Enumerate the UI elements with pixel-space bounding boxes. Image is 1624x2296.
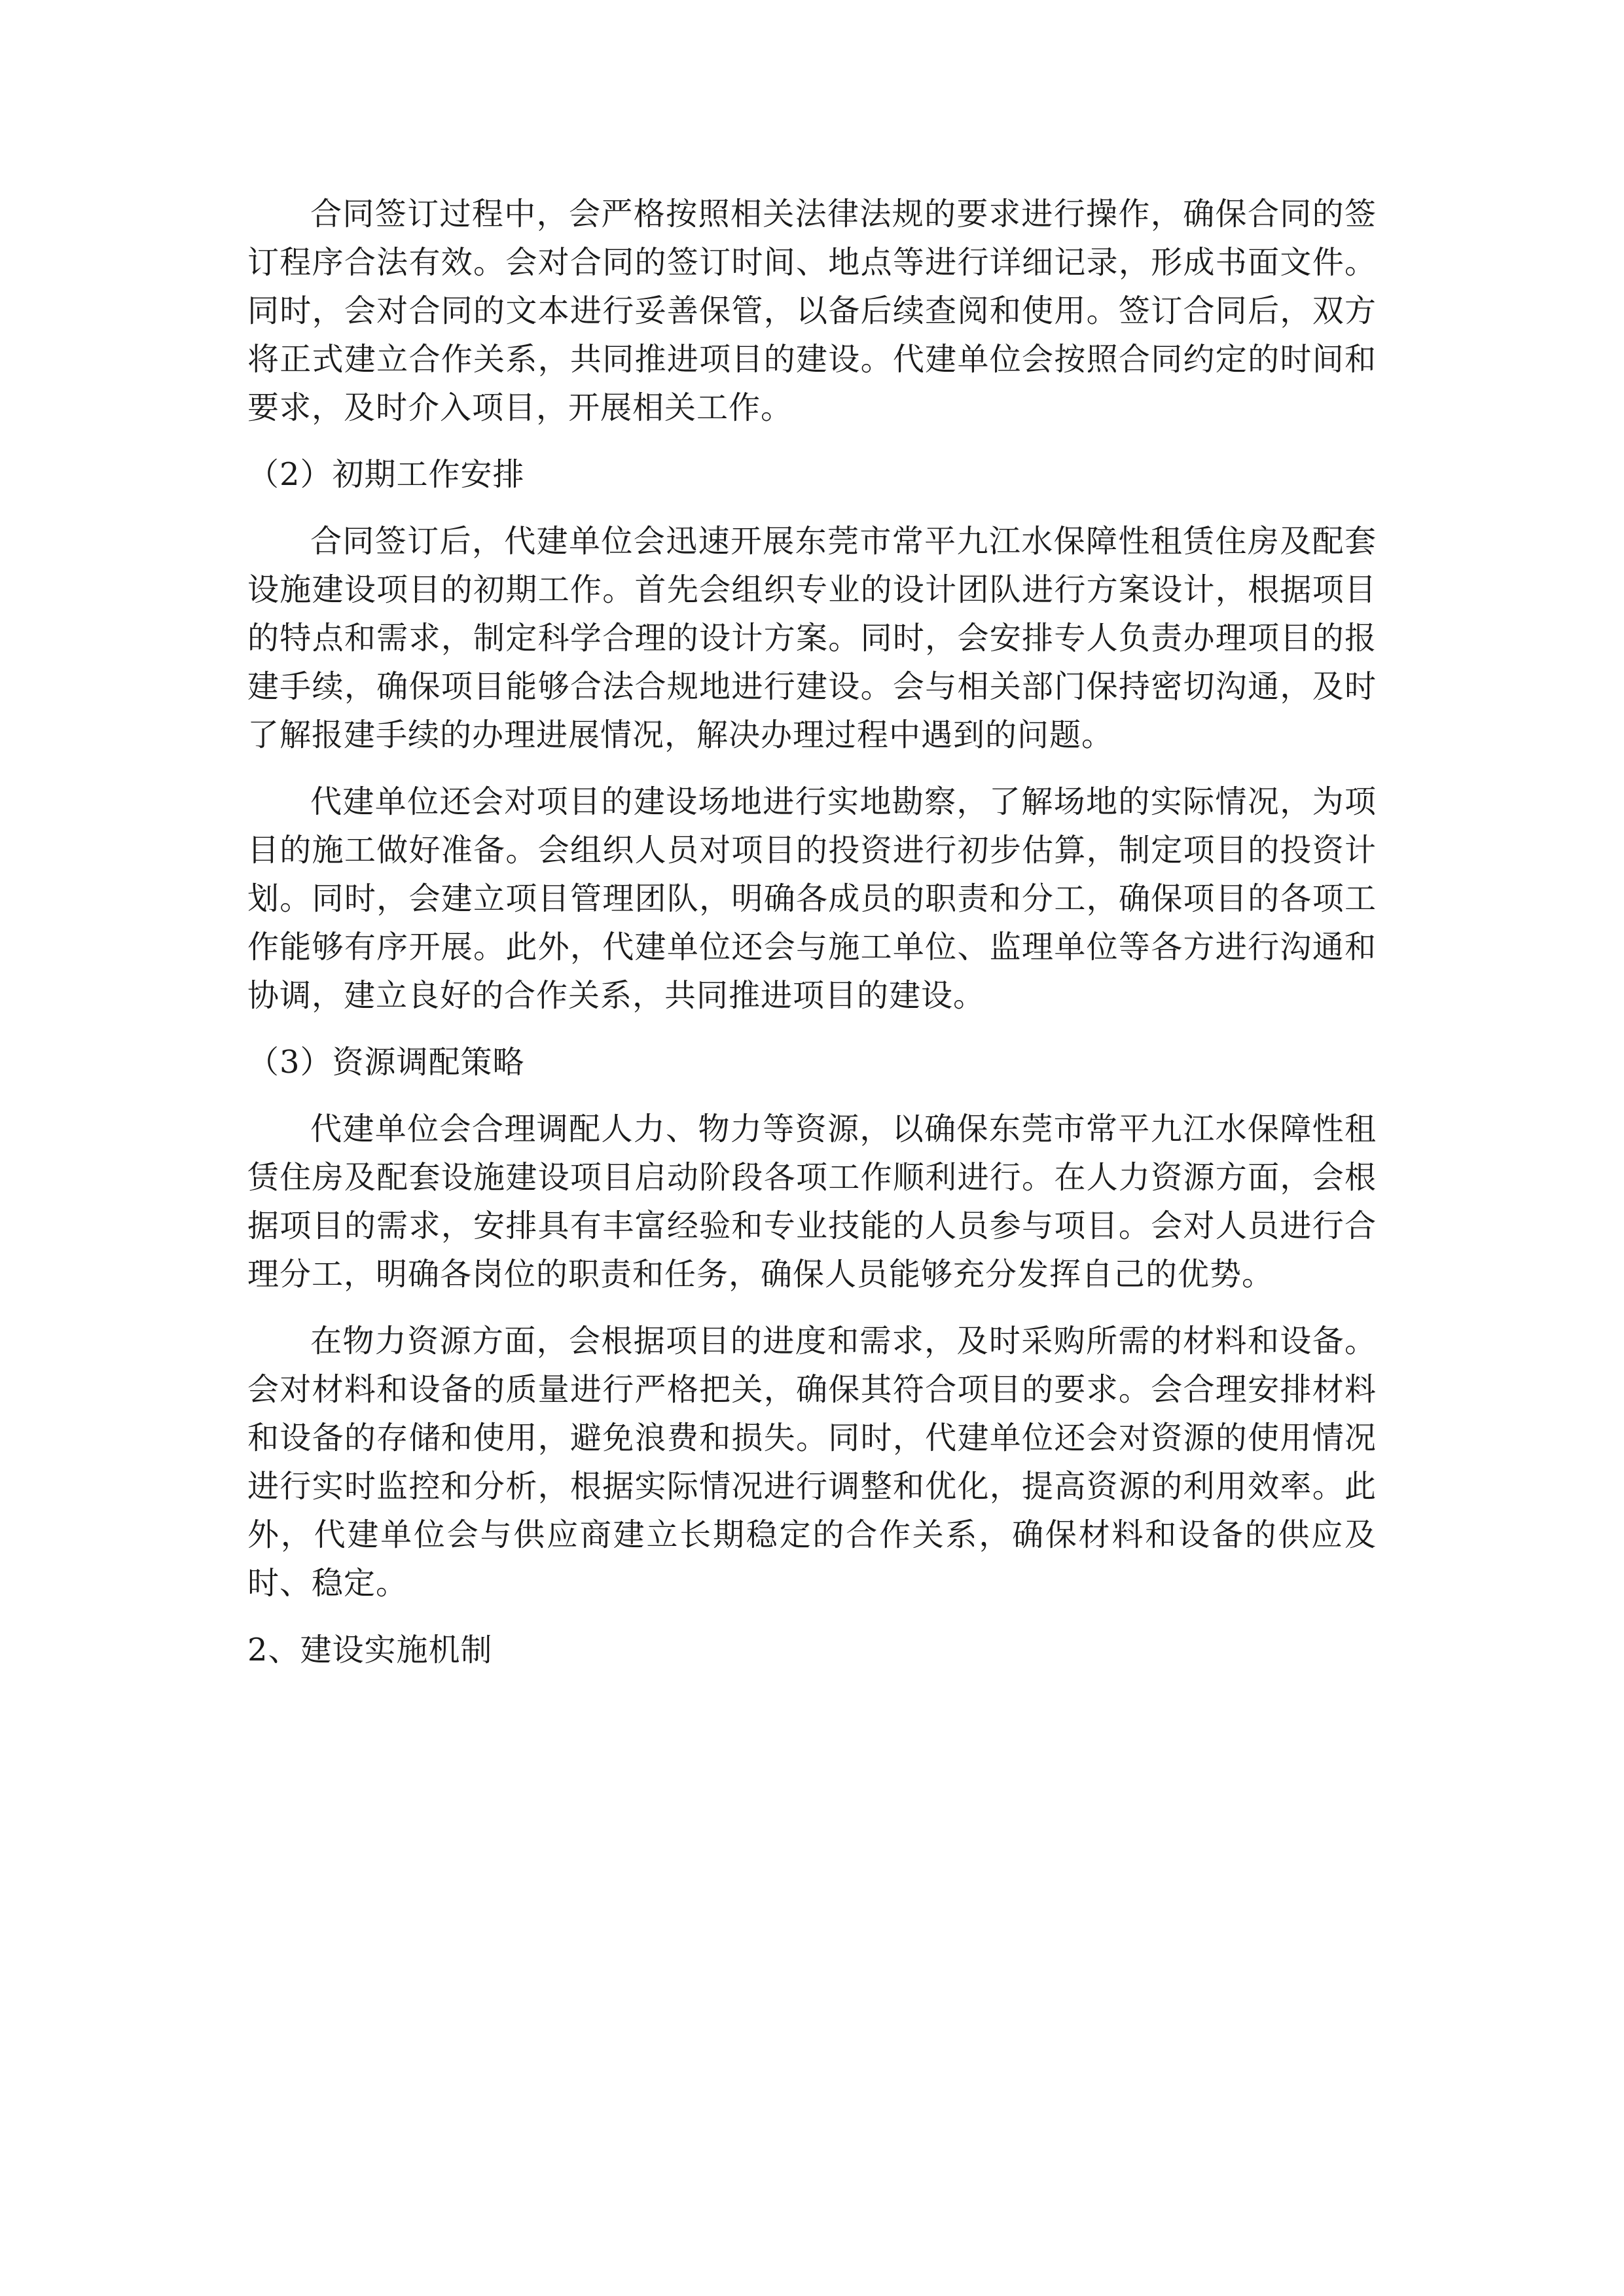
spacer xyxy=(247,1607,1377,1626)
spacer xyxy=(247,499,1377,517)
paragraph-initial-work: 合同签订后，代建单位会迅速开展东莞市常平九江水保障性租赁住房及配套设施建设项目的初期工作。首先会组织专业的设计团队进行方案设计，根据项目的特点和需求，制定科学合理的设计方案。同时，会安排专人负责办理项目的报建手续，确保项目能够合法合规地进行建设。会与相关部门保持密切沟通，及时了解报建手续的办理进展情况，解决办理过程中遇到的问题。 xyxy=(247,523,1377,753)
document-page xyxy=(247,190,1377,1674)
paragraph-site-survey: 代建单位还会对项目的建设场地进行实地勘察，了解场地的实际情况，为项目的施工做好准备。会组织人员对项目的投资进行初步估算，制定项目的投资计划。同时，会建立项目管理团队，明确各成员的职责和分工，确保项目的各项工作能够有序开展。此外，代建单位还会与施工单位、监理单位等各方进行沟通和协调，建立良好的合作关系，共同推进项目的建设。 xyxy=(247,783,1377,1014)
heading-initial-work: （2）初期工作安排 xyxy=(247,456,525,493)
paragraph-material-resources: 在物力资源方面，会根据项目的进度和需求，及时采购所需的材料和设备。会对材料和设备的质量进行严格把关，确保其符合项目的要求。会合理安排材料和设备的存储和使用，避免浪费和损失。同时，代建单位还会对资源的使用情况进行实时监控和分析，根据实际情况进行调整和优化，提高资源的利用效率。此外，代建单位会与供应商建立长期稳定的合作关系，确保材料和设备的供应及时、稳定。 xyxy=(247,1323,1377,1602)
spacer xyxy=(247,1086,1377,1105)
spacer xyxy=(247,1299,1377,1317)
heading-resource-allocation: （3）资源调配策略 xyxy=(247,1044,525,1081)
spacer xyxy=(247,432,1377,450)
heading-construction-mechanism: 2、建设实施机制 xyxy=(247,1632,493,1668)
paragraph-human-resources: 代建单位会合理调配人力、物力等资源，以确保东莞市常平九江水保障性租赁住房及配套设施建设项目启动阶段各项工作顺利进行。在人力资源方面，会根据项目的需求，安排具有丰富经验和专业技能的人员参与项目。会对人员进行合理分工，明确各岗位的职责和任务，确保人员能够充分发挥自己的优势。 xyxy=(247,1111,1377,1293)
spacer xyxy=(247,759,1377,778)
spacer xyxy=(247,1020,1377,1038)
paragraph-contract-signing: 合同签订过程中，会严格按照相关法律法规的要求进行操作，确保合同的签订程序合法有效。会对合同的签订时间、地点等进行详细记录，形成书面文件。同时，会对合同的文本进行妥善保管，以备后续查阅和使用。签订合同后，双方将正式建立合作关系，共同推进项目的建设。代建单位会按照合同约定的时间和要求，及时介入项目，开展相关工作。 xyxy=(247,196,1377,426)
